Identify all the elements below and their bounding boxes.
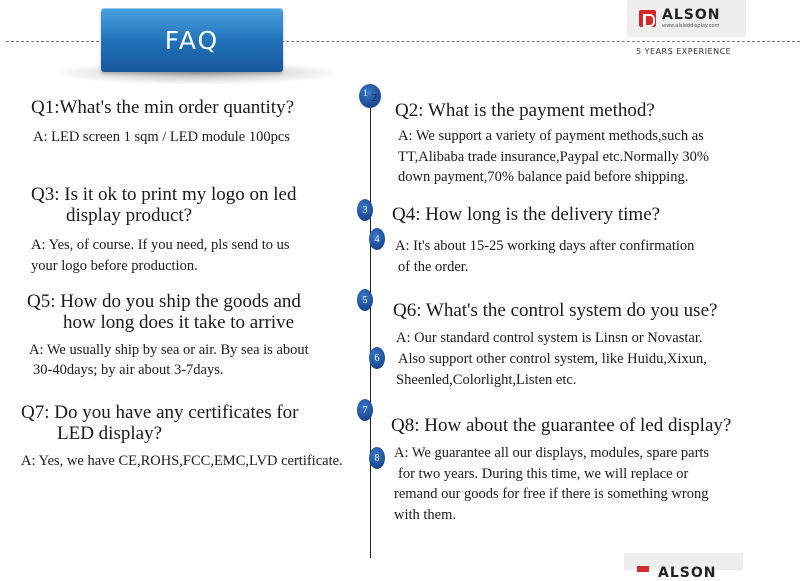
marker-8 — [369, 447, 385, 469]
faq-q1-question: Q1:What's the min order quantity? — [31, 97, 295, 118]
faq-q2-question: Q2: What is the payment method? — [395, 100, 655, 121]
faq-q6-answer-line3: Sheenled,Colorlight,Listen etc. — [396, 372, 577, 388]
faq-q1-answer: A: LED screen 1 sqm / LED module 100pcs — [33, 129, 290, 145]
faq-q6-answer-line1: A: Our standard control system is Linsn or Novastar. — [396, 330, 703, 346]
faq-title: FAQ — [164, 25, 220, 55]
faq-q6-question: Q6: What's the control system do you use? — [393, 300, 718, 321]
faq-q4-question: Q4: How long is the delivery time? — [392, 204, 661, 225]
faq-q2-answer-line1: A: We support a variety of payment methods,such as — [398, 128, 704, 144]
brand-logo — [627, 0, 746, 37]
faq-q3-question-line1: Q3: Is it ok to print my logo on led — [31, 184, 297, 205]
brand-logo-bottom-icon — [637, 566, 649, 572]
brand-name: ALSON — [662, 7, 721, 23]
brand-name-bottom: ALSON — [658, 565, 717, 581]
faq-q8-answer-line2: for two years. During this time, we will replace or — [398, 466, 689, 482]
faq-q7-answer: A: Yes, we have CE,ROHS,FCC,EMC,LVD certificate. — [21, 453, 343, 469]
faq-q6-answer-line2: Also support other control system, like Huidu,Xixun, — [398, 351, 707, 367]
faq-q7-question-line2: LED display? — [57, 423, 163, 444]
faq-q8-question: Q8: How about the guarantee of led display? — [391, 415, 732, 436]
marker-number: 8 — [374, 452, 380, 464]
marker-number: 2 — [372, 93, 377, 104]
faq-q5-question-line2: how long does it take to arrive — [63, 312, 295, 333]
faq-q3-answer-line1: A: Yes, of course. If you need, pls send to us — [31, 237, 290, 253]
marker-7 — [357, 399, 373, 421]
marker-5 — [357, 289, 373, 311]
marker-number: 6 — [374, 352, 380, 364]
timeline-divider — [370, 96, 371, 558]
marker-number: 7 — [362, 404, 368, 416]
brand-logo-icon — [639, 10, 656, 27]
faq-q8-answer-line3: remand our goods for free if there is something wrong — [394, 486, 709, 502]
brand-url: www.alsleddisplay.com — [662, 23, 720, 29]
marker-number: 5 — [362, 294, 368, 306]
marker-number: 1 — [363, 88, 368, 98]
faq-q5-answer-line2: 30-40days; by air about 3-7days. — [33, 362, 224, 378]
experience-tagline: 5 YEARS EXPERIENCE — [636, 47, 732, 56]
marker-3 — [357, 199, 373, 221]
faq-q3-answer-line2: your logo before production. — [31, 258, 198, 274]
faq-q5-question-line1: Q5: How do you ship the goods and — [27, 291, 301, 312]
marker-number: 3 — [362, 204, 368, 216]
marker-4 — [369, 228, 385, 250]
marker-6 — [369, 347, 385, 369]
marker-1-2 — [359, 84, 381, 108]
faq-q7-question-line1: Q7: Do you have any certificates for — [21, 402, 299, 423]
faq-q8-answer-line1: A: We guarantee all our displays, modules, spare parts — [394, 445, 710, 461]
faq-q8-answer-line4: with them. — [394, 507, 457, 523]
brand-logo-bottom — [624, 553, 743, 581]
faq-q5-answer-line1: A: We usually ship by sea or air. By sea is about — [29, 342, 309, 358]
faq-banner — [101, 8, 283, 72]
faq-q2-answer-line2: TT,Alibaba trade insurance,Paypal etc.Normally 30% — [398, 149, 709, 165]
faq-q3-question-line2: display product? — [66, 205, 193, 226]
faq-q4-answer-line1: A: It's about 15-25 working days after confirmation — [395, 238, 695, 254]
faq-q2-answer-line3: down payment,70% balance paid before shipping. — [398, 169, 689, 185]
faq-q4-answer-line2: of the order. — [398, 259, 469, 275]
marker-number: 4 — [374, 233, 380, 245]
